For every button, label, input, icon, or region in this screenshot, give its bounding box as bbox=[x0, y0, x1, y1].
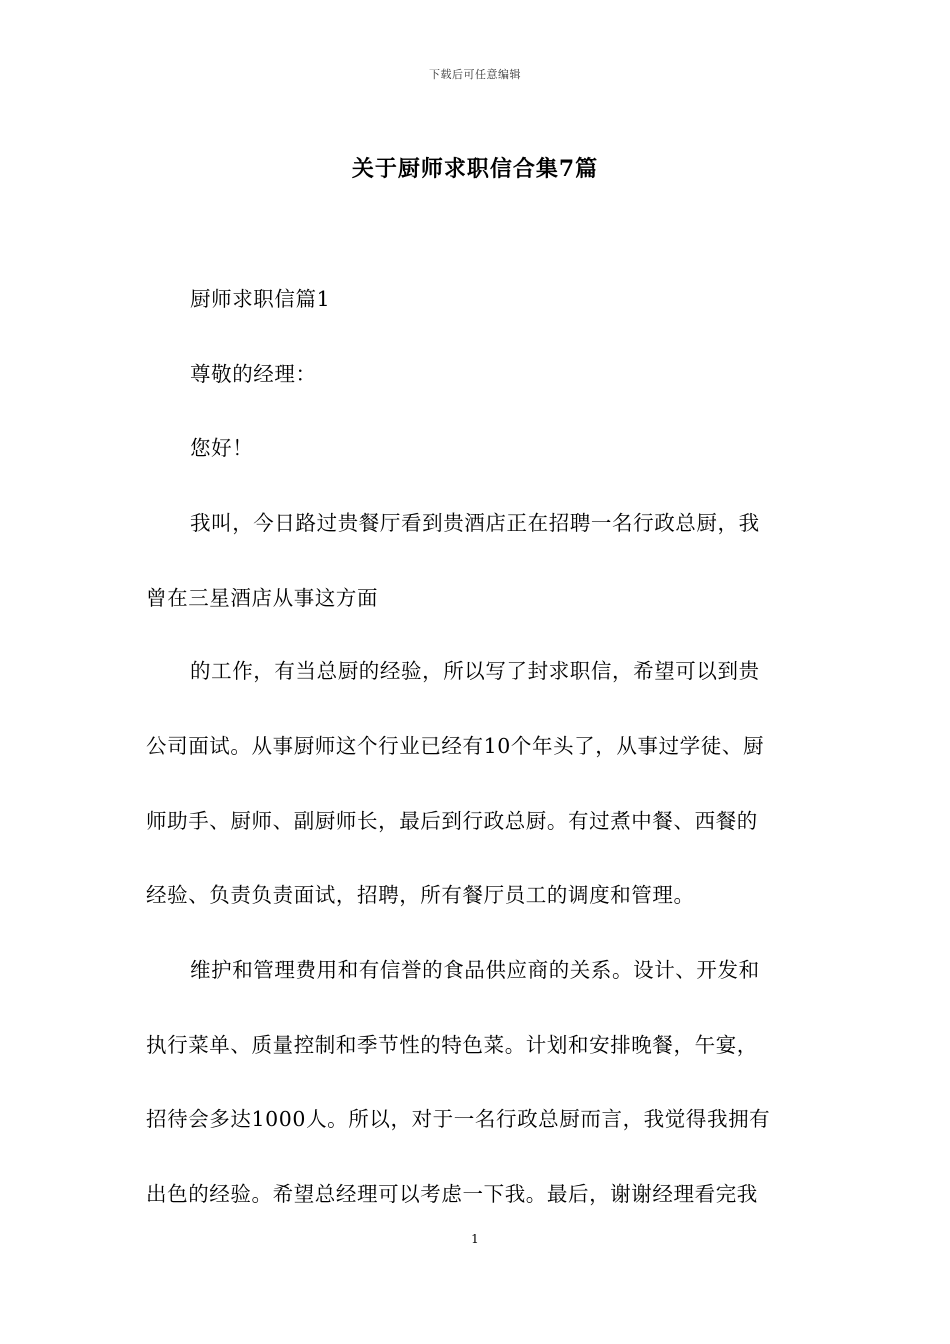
page-number: 1 bbox=[471, 1232, 479, 1246]
salutation: 尊敬的经理： bbox=[190, 362, 317, 386]
body-line: 的工作，有当总厨的经验，所以写了封求职信，希望可以到贵 bbox=[190, 659, 760, 683]
body-line: 出色的经验。希望总经理可以考虑一下我。最后，谢谢经理看完我 bbox=[146, 1182, 758, 1206]
body-line: 维护和管理费用和有信誉的食品供应商的关系。设计、开发和 bbox=[190, 958, 760, 982]
body-line: 招待会多达1000人。所以，对于一名行政总厨而言，我觉得我拥有 bbox=[146, 1107, 771, 1131]
body-line: 公司面试。从事厨师这个行业已经有10个年头了，从事过学徒、厨 bbox=[146, 734, 765, 758]
body-line: 经验、负责负责面试，招聘，所有餐厅员工的调度和管理。 bbox=[146, 883, 695, 907]
document-title: 关于厨师求职信合集7篇 bbox=[351, 156, 599, 182]
section-heading: 厨师求职信篇1 bbox=[190, 287, 331, 311]
body-line: 曾在三星酒店从事这方面 bbox=[146, 586, 379, 610]
body-line: 师助手、厨师、副厨师长，最后到行政总厨。有过煮中餐、西餐的 bbox=[146, 809, 758, 833]
greeting: 您好！ bbox=[190, 436, 254, 460]
header-note: 下载后可任意编辑 bbox=[429, 68, 521, 81]
body-line: 我叫，今日路过贵餐厅看到贵酒店正在招聘一名行政总厨，我 bbox=[190, 511, 760, 535]
body-line: 执行菜单、质量控制和季节性的特色菜。计划和安排晚餐，午宴， bbox=[146, 1033, 758, 1057]
